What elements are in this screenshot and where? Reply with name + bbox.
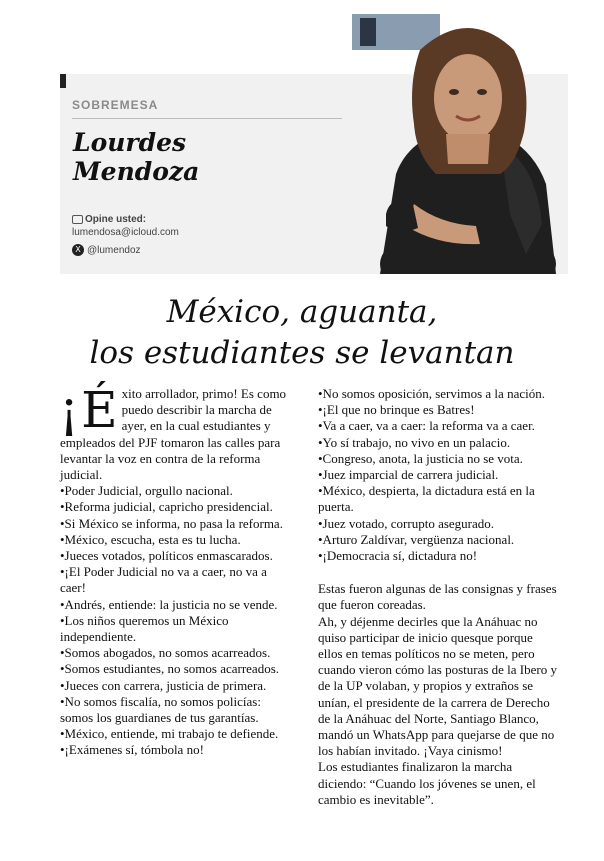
slogan-item: •Si México se informa, no pasa la reforma. [60, 515, 283, 531]
slogan-item: •Poder Judicial, orgullo nacional. [60, 483, 233, 499]
body-paragraph: Los estudiantes finalizaron la marcha diciendo: “Cuando los jóvenes se unen, el cambio es inevitable”. [318, 759, 536, 807]
slogan-item: •Los niños queremos un México independiente. [60, 612, 229, 645]
headline [0, 292, 604, 374]
slogan-item: •Somos abogados, no somos acarreados. [60, 645, 271, 661]
drop-cap-open: ¡ [59, 381, 80, 439]
author-name [73, 128, 199, 186]
slogan-item: •¡Exámenes sí, tómbola no! [60, 742, 204, 758]
social-handle[interactable]: @lumendoz [87, 244, 141, 256]
drop-cap-letter: É [81, 381, 118, 439]
section-label: SOBREMESA [72, 98, 159, 112]
slogan-item: •Arturo Zaldívar, vergüenza nacional. [318, 531, 515, 547]
contact-info [72, 213, 179, 239]
article-column-1 [59, 381, 292, 759]
slogan-item: •Juez votado, corrupto asegurado. [318, 515, 495, 531]
slogan-item: •No somos fiscalía, no somos policías: somos los guardianes de tus garantías. [60, 693, 261, 726]
slogan-item: •Jueces votados, políticos enmascarados. [60, 548, 273, 564]
slogan-item: •Congreso, anota, la justicia no se vota. [318, 450, 523, 466]
slogan-item: •¡Democracia sí, dictadura no! [318, 548, 478, 564]
slogan-item: •¡El Poder Judicial no va a caer, no va a caer! [60, 564, 267, 596]
x-logo-icon: X [72, 244, 84, 256]
slogan-item: •No somos oposición, servimos a la nación. [318, 386, 545, 401]
slogan-item: •México, despierta, la dictadura está en la puerta. [318, 483, 535, 515]
author-first-name: Lourdes [73, 128, 187, 157]
social-handle-row [72, 244, 141, 256]
body-paragraph: Estas fueron algunas de las consignas y frases que fueron coreadas. [318, 581, 557, 613]
author-photo [350, 14, 566, 274]
slogan-item: •Reforma judicial, capricho presidencial. [60, 499, 273, 515]
slogan-item: •Juez imparcial de carrera judicial. [318, 467, 499, 483]
slogan-item: •Jueces con carrera, justicia de primera. [60, 677, 267, 693]
body-paragraph: Ah, y déjenme decirles que la Anáhuac no quiso participar de inicio quesque porque ellos en temas políticos no se meten, pero cuando vieron cómo las posturas de la Ibero y de la UP volaban, y propios y extraños se unían, el presidente de la carrera de Derecho de la Anáhuac del Norte, Santiago Blanco, mandó un WhatsApp para quejarse de que no los habían invitado. ¡Vaya cinismo! [318, 613, 557, 759]
slogan-item: •Somos estudiantes, no somos acarreados. [60, 661, 280, 677]
headline-line-2: los estudiantes se levantan [89, 335, 515, 371]
section-divider [72, 118, 342, 119]
opine-label: Opine usted: [85, 214, 147, 225]
intro-paragraph [59, 381, 292, 483]
intro-text: xito arrollador, primo! Es como puedo describir la marcha de ayer, en la cual estudiantes y empleados del PJF tomaron las calles para levantar la voz en contra de la reforma judicial. [60, 386, 287, 483]
headline-line-1: México, aguanta, [166, 294, 438, 330]
author-last-name: Mendoza [73, 157, 200, 186]
article-column-2 [318, 386, 560, 808]
slogan-item: •Va a caer, va a caer: la reforma va a caer. [318, 418, 535, 434]
slogan-item: •Andrés, entiende: la justicia no se vende. [60, 596, 278, 612]
author-email[interactable]: lumendosa@icloud.com [72, 227, 179, 238]
chat-icon [72, 215, 83, 224]
slogan-item: •¡El que no brinque es Batres! [318, 402, 475, 418]
header-accent [60, 74, 66, 88]
slogan-item: •México, escucha, esta es tu lucha. [60, 531, 241, 547]
slogan-item: •Yo sí trabajo, no vivo en un palacio. [318, 434, 511, 450]
slogan-item: •México, entiende, mi trabajo te defiende. [60, 726, 279, 742]
